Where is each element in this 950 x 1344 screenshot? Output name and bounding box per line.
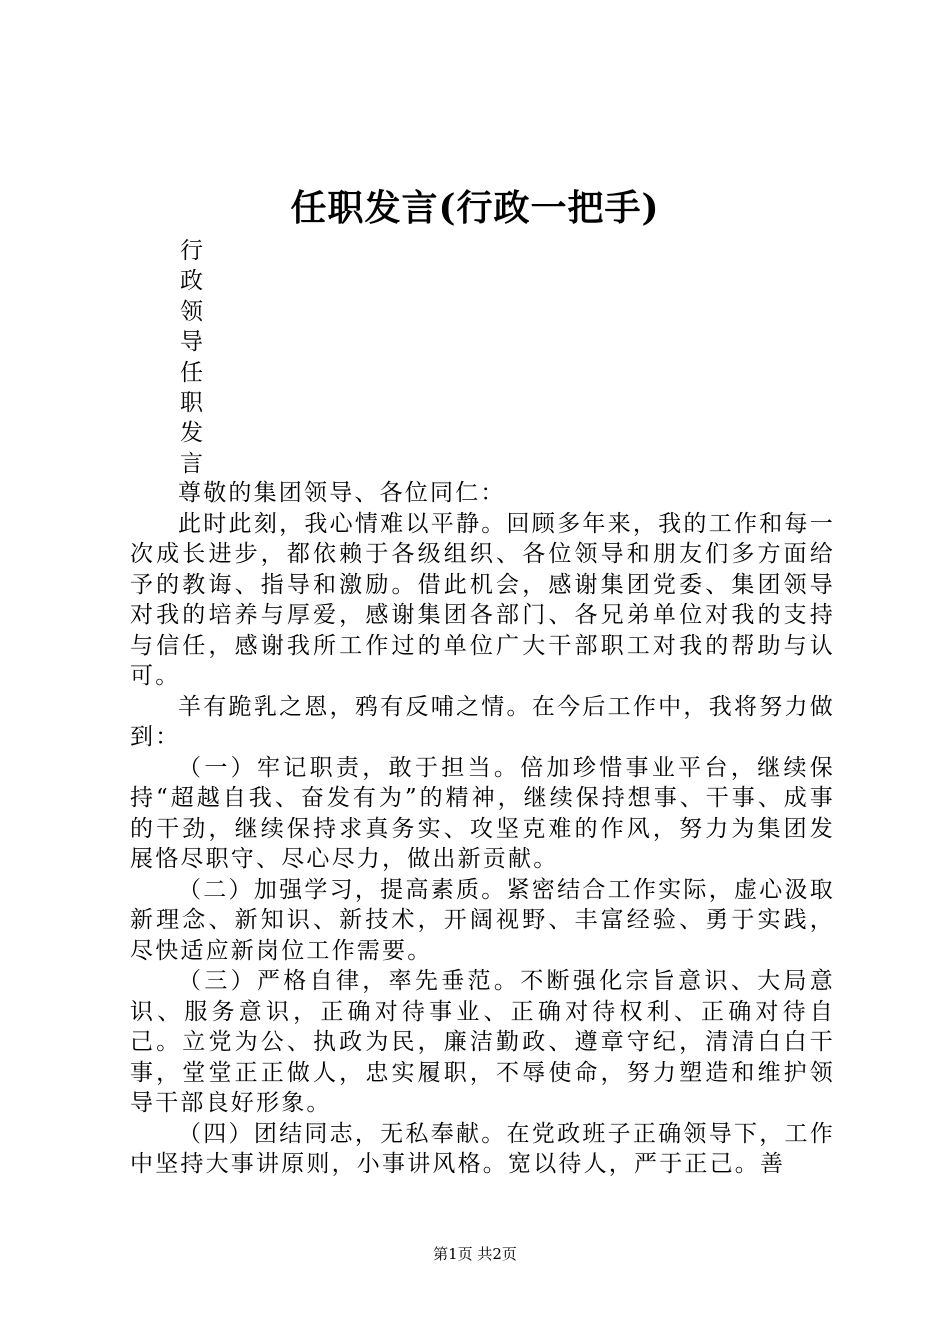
- paragraph: （二）加强学习，提高素质。紧密结合工作实际，虚心汲取新理念、新知识、新技术，开阔视野、丰富经验、勇于实践，尽快适应新岗位工作需要。: [130, 876, 835, 964]
- vertical-char: 领: [180, 298, 203, 325]
- salutation: 尊敬的集团领导、各位同仁：: [178, 480, 506, 506]
- page-footer: 第1页 共2页: [433, 1245, 517, 1263]
- paragraph: （三）严格自律，率先垂范。不断强化宗旨意识、大局意识、服务意识，正确对待事业、正确对待权利、正确对待自己。立党为公、执政为民，廉洁勤政、遵章守纪，清清白白干事，堂堂正正做人，忠实履职，不辱使命，努力塑造和维护领导干部良好形象。: [130, 968, 835, 1116]
- vertical-char: 发: [180, 420, 203, 447]
- vertical-heading: [180, 236, 210, 479]
- vertical-char: 行: [180, 238, 203, 264]
- paragraph: （四）团结同志，无私奉献。在党政班子正确领导下，工作中坚持大事讲原则，小事讲风格。宽以待人，严于正己。善: [130, 1120, 835, 1177]
- paragraph: （一）牢记职责，敢于担当。倍加珍惜事业平台，继续保持“超越自我、奋发有为”的精神，继续保持想事、干事、成事的干劲，继续保持求真务实、攻坚克难的作风，努力为集团发展恪尽职守、尽心尽力，做出新贡献。: [130, 754, 835, 872]
- document-title: 任职发言(行政一把手): [290, 187, 660, 229]
- vertical-char: 任: [180, 359, 203, 386]
- vertical-char: 政: [180, 268, 203, 295]
- paragraph: 羊有跪乳之恩，鸦有反哺之情。在今后工作中，我将努力做到：: [130, 693, 835, 750]
- vertical-char: 导: [180, 329, 203, 356]
- document-body: [130, 478, 835, 1180]
- vertical-char: 言: [180, 450, 203, 477]
- vertical-char: 职: [180, 390, 203, 417]
- paragraph: 此时此刻，我心情难以平静。回顾多年来，我的工作和每一次成长进步，都依赖于各级组织、各位领导和朋友们多方面给予的教诲、指导和激励。借此机会，感谢集团党委、集团领导对我的培养与厚爱，感谢集团各部门、各兄弟单位对我的支持与信任，感谢我所工作过的单位广大干部职工对我的帮助与认可。: [130, 510, 835, 689]
